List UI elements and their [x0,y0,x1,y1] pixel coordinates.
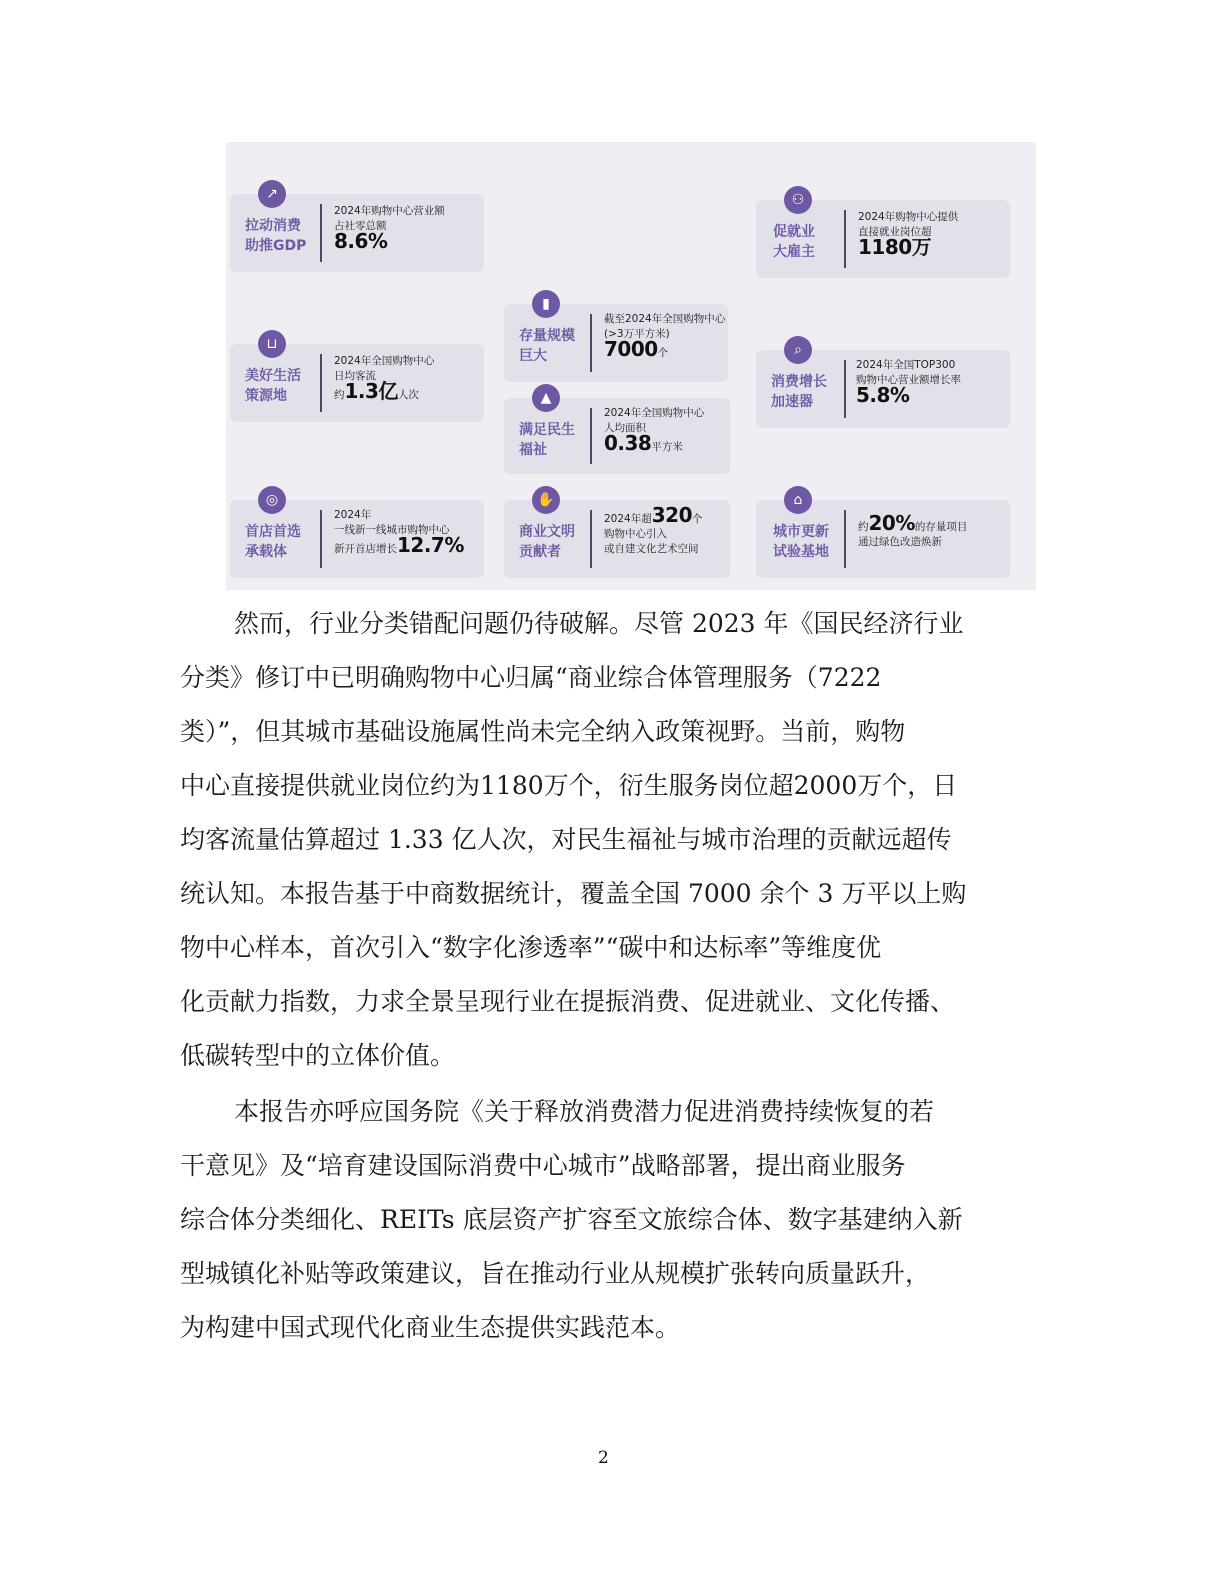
paragraph-2 [180,1092,1050,1362]
stat-card-scale [504,296,728,382]
text-line: 物中心样本，首次引入“数字化渗透率”“碳中和达标率”等维度优 [180,933,882,962]
card-divider [844,210,846,268]
text-line: 均客流量估算超过 1.33 亿人次，对民生福祉与城市治理的贡献远超传 [180,825,952,854]
card-desc-line: 购物中心营业额增长率 [856,374,961,386]
card-unit: 人次 [397,389,419,401]
text-line: 本报告亦呼应国务院《关于释放消费潜力促进消费持续恢复的若 [234,1097,935,1126]
card-category-line: 消费增长 [771,374,827,390]
card-desc-line: 直接就业岗位超 [858,226,932,238]
card-unit: 个 [657,347,669,359]
card-value: 1.3亿 [344,379,398,403]
card-desc-line: 2024年全国购物中心 [334,355,435,367]
card-desc-line: 2024年 [334,509,372,521]
building-icon: ⌂ [784,486,812,514]
card-value: 12.7% [397,533,464,557]
stat-card-lifestyle [230,336,484,422]
card-category-line: 福祉 [519,442,547,458]
card-desc-line: 2024年购物中心营业额 [334,205,445,217]
card-divider [590,510,592,568]
card-value: 0.38 [604,431,652,455]
text-line: 然而，行业分类错配问题仍待破解。尽管 2023 年《国民经济行业 [234,609,964,638]
card-value: 20% [868,511,915,535]
card-desc-line: (>3万平方米) [604,328,670,340]
stat-card-consumption [230,186,484,272]
card-divider [320,204,322,262]
text-line: 中心直接提供就业岗位约为1180万个，衍生服务岗位超2000万个，日 [180,771,958,800]
card-desc-line: 2024年购物中心提供 [858,211,959,223]
text-line: 化贡献力指数，力求全景呈现行业在提振消费、促进就业、文化传播、 [180,987,956,1016]
card-category-line: 加速器 [771,394,813,410]
card-desc-line: 2024年全国购物中心 [604,407,705,419]
card-value: 1180万 [858,235,932,259]
card-desc-line: 或自建文化艺术空间 [604,543,699,555]
card-value: 320 [651,503,692,527]
text-line: 为构建中国式现代化商业生态提供实践范本。 [180,1313,681,1342]
card-category-line: 贡献者 [519,544,561,560]
card-category-line: 承载体 [245,544,287,560]
card-desc-line: 人均面积 [604,422,646,434]
card-category-line: 助推GDP [245,238,307,254]
card-prefix: 新开首店增长 [334,543,397,555]
card-category-line: 满足民生 [519,422,575,438]
card-desc-line: 占社零总额 [334,220,387,232]
card-value: 5.8% [856,383,910,407]
card-unit: 的存量项目 [914,521,968,533]
card-unit: 平方米 [651,441,683,453]
stat-card-employment [756,192,1010,278]
card-category-line: 商业文明 [519,524,575,540]
card-desc-line: 截至2024年全国购物中心 [604,313,726,325]
card-category-line: 巨大 [519,348,547,364]
text-line: 干意见》及“培育建设国际消费中心城市”战略部署，提出商业服务 [180,1151,906,1180]
card-prefix: 2024年超 [604,513,652,525]
card-divider [320,510,322,568]
card-value: 8.6% [334,229,388,253]
text-line: 型城镇化补贴等政策建议，旨在推动行业从规模扩张转向质量跃升， [180,1259,931,1288]
magnifier-icon: ⌕ [784,336,812,364]
card-prefix: 约 [858,521,869,533]
card-value: 7000 [604,337,658,361]
text-line: 统认知。本报告基于中商数据统计，覆盖全国 7000 余个 3 万平以上购 [180,879,967,908]
card-divider [590,314,592,372]
card-desc-line: 购物中心引入 [604,528,667,540]
line-chart-icon: ↗ [258,180,286,208]
card-divider [320,354,322,412]
card-desc-line: 通过绿色改造焕新 [858,536,942,548]
card-category-line: 试验基地 [773,544,829,560]
card-category-line: 策源地 [245,388,287,404]
stat-card-culture [504,492,730,578]
stat-card-welfare [504,390,730,474]
text-line: 综合体分类细化、REITs 底层资产扩容至文旅综合体、数字基建纳入新 [180,1205,963,1234]
card-category-line: 存量规模 [519,328,575,344]
stat-card-growth [756,342,1010,428]
handshake-icon: ✋ [532,486,560,514]
card-category-line: 城市更新 [773,524,829,540]
paragraph-1 [180,604,1050,1084]
text-line: 分类》修订中已明确购物中心归属“商业综合体管理服务（7222 [180,663,882,692]
people-icon: ⚇ [784,186,812,214]
card-category-line: 首店首选 [245,524,301,540]
stat-card-first-store [230,492,484,578]
card-divider [590,408,592,464]
stat-card-urban-renewal [756,492,1010,578]
target-icon: ◎ [258,486,286,514]
card-prefix: 约 [334,389,345,401]
area-chart-icon: ▲ [532,384,560,412]
bar-chart-icon: ▮ [532,290,560,318]
card-category-line: 大雇主 [773,244,815,260]
card-category-line: 美好生活 [245,368,301,384]
text-line: 低碳转型中的立体价值。 [180,1041,456,1070]
basket-icon: ⊔ [258,330,286,358]
card-unit: 个 [691,513,703,525]
card-category-line: 拉动消费 [245,218,301,234]
card-desc-line: 一线新一线城市购物中心 [334,524,450,536]
infographic [226,142,1036,590]
text-line: 类）”，但其城市基础设施属性尚未完全纳入政策视野。当前，购物 [180,717,906,746]
card-divider [844,510,846,568]
card-divider [844,360,846,418]
card-desc-line: 日均客流 [334,370,376,382]
card-desc-line: 2024年全国TOP300 [856,359,956,371]
page-number: 2 [598,1448,609,1468]
card-category-line: 促就业 [773,224,815,240]
